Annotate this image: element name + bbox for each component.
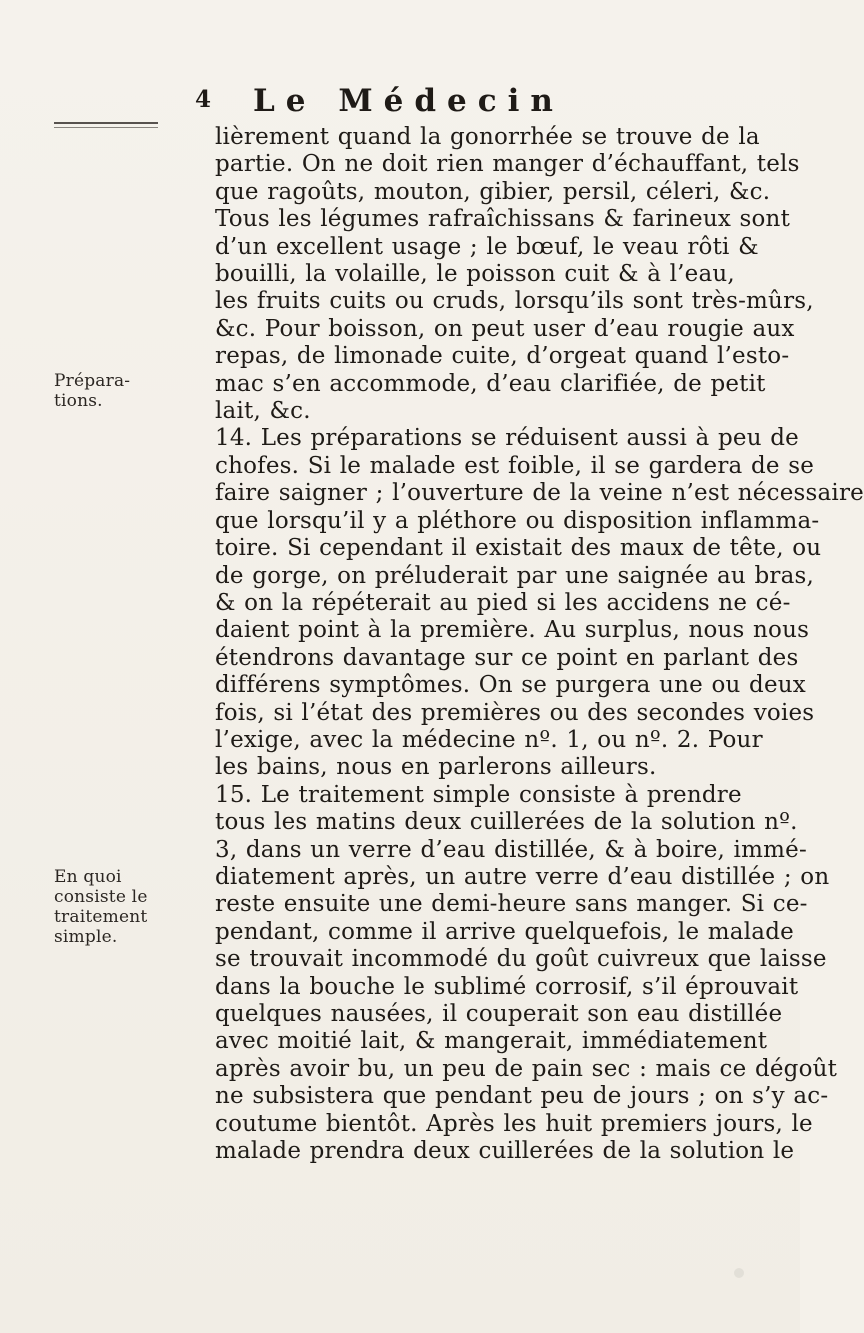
main-text-block [215, 124, 864, 1165]
page-header [195, 83, 755, 122]
text-line: diatement après, un autre verre d’eau distillée ; on [215, 863, 830, 890]
text-line: les bains, nous en parlerons ailleurs. [215, 754, 657, 781]
text-line: coutume bientôt. Après les huit premiers jours, le [215, 1110, 813, 1137]
text-line: repas, de limonade cuite, d’orgeat quand l’esto- [215, 343, 790, 370]
text-line: toire. Si cependant il existait des maux de tête, ou [215, 535, 822, 562]
margin-note-text: Prépara- tions. [54, 371, 131, 411]
text-line: mac s’en accommode, d’eau clarifiée, de petit [215, 370, 766, 397]
margin-note-text: En quoi consiste le traitement simple. [54, 867, 148, 947]
text-line: ne subsistera que pendant peu de jours ; on s’y ac- [215, 1083, 829, 1110]
text-line: lièrement quand la gonorrhée se trouve de la [215, 124, 760, 150]
text-line: 14. Les préparations se réduisent aussi à peu de [215, 425, 799, 452]
margin-note-treatment [54, 867, 154, 947]
text-line: partie. On ne doit rien manger d’échauffant, tels [215, 151, 800, 178]
text-line: & on la répéterait au pied si les accidens ne cé- [215, 589, 791, 616]
text-line: 15. Le traitement simple consiste à prendre [215, 781, 742, 808]
text-line: d’un excellent usage ; le bœuf, le veau rôti & [215, 233, 759, 260]
text-line: 3, dans un verre d’eau distillée, & à boire, immé- [215, 836, 807, 863]
text-line: bouilli, la volaille, le poisson cuit & à l’eau, [215, 261, 735, 288]
text-line: que ragoûts, mouton, gibier, persil, céleri, &c. [215, 178, 771, 205]
text-line: reste ensuite une demi-heure sans manger. Si ce- [215, 891, 808, 918]
margin-note-preparations [54, 371, 134, 411]
text-line: lait, &c. [215, 398, 311, 425]
running-title: Le Médecin [253, 83, 564, 119]
text-line: quelques nausées, il couperait son eau distillée [215, 1001, 783, 1027]
text-line: que lorsqu’il y a pléthore ou disposition inflamma- [215, 507, 820, 534]
header-rule-thin [54, 127, 158, 128]
text-line: les fruits cuits ou cruds, lorsqu’ils sont très-mûrs, [215, 288, 814, 315]
text-line: avec moitié lait, & mangerait, immédiatement [215, 1028, 768, 1055]
text-line: après avoir bu, un peu de pain sec : mais ce dégoût [215, 1055, 838, 1082]
text-line: tous les matins deux cuillerées de la solution nº. [215, 809, 798, 836]
text-line: différens symptômes. On se purgera une ou deux [215, 672, 806, 699]
text-line: étendrons davantage sur ce point en parlant des [215, 644, 799, 671]
text-line: faire saigner ; l’ouverture de la veine n’est nécessaire [215, 480, 864, 507]
text-line: dans la bouche le sublimé corrosif, s’il éprouvait [215, 973, 799, 1000]
text-line: chofes. Si le malade est foible, il se gardera de se [215, 452, 815, 479]
text-line: &c. Pour boisson, on peut user d’eau rougie aux [215, 315, 795, 342]
text-line: fois, si l’état des premières ou des secondes voies [215, 699, 815, 726]
text-line: de gorge, on préluderait par une saignée au bras, [215, 562, 814, 589]
text-line: daient point à la première. Au surplus, nous nous [215, 617, 810, 644]
page-number: 4 [195, 86, 212, 113]
text-line: pendant, comme il arrive quelquefois, le malade [215, 918, 794, 945]
text-line: se trouvait incommodé du goût cuivreux que laisse [215, 946, 827, 973]
header-rule [54, 122, 158, 124]
text-line: Tous les légumes rafraîchissans & farineux sont [215, 206, 791, 233]
text-line: malade prendra deux cuillerées de la solution le [215, 1138, 795, 1165]
paper-spot [734, 1268, 744, 1278]
text-line: l’exige, avec la médecine nº. 1, ou nº. 2. Pour [215, 726, 763, 753]
